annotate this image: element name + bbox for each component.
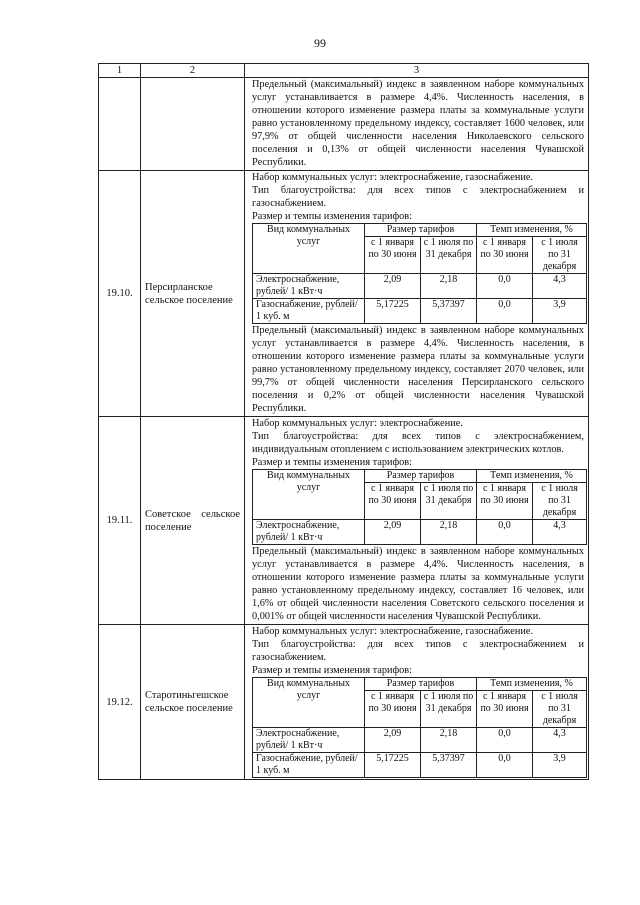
rate-value: 0,0 (477, 728, 533, 753)
tariff-header-row (253, 678, 587, 691)
services-set: Набор коммунальных услуг: электроснабжение. (252, 418, 463, 429)
tariff-table (252, 223, 587, 324)
tariff-service-name: Электроснабжение, рублей/ 1 кВт·ч (253, 274, 365, 299)
tariff-period: с 1 июля по 31 декабря (421, 483, 477, 520)
tariff-value: 2,18 (421, 274, 477, 299)
index-paragraph: Предельный (максимальный) индекс в заявленном наборе коммунальных услуг устанавливается в размере 4,4%. Численность населения, в отношении которого изменение размера платы за коммунальные услуги равно установленному предельному индексу, составляет 16 человек, или 1,6% от общей численности населения Советского сельского поселения и 0,001% от общей численности населения Чувашской Республики. (252, 546, 584, 622)
tariff-table (252, 469, 587, 545)
rate-value: 0,0 (477, 274, 533, 299)
tariff-row (253, 520, 587, 545)
row-number: 19.10. (99, 171, 141, 417)
tariff-value: 5,17225 (365, 753, 421, 778)
rate-value: 0,0 (477, 520, 533, 545)
tariff-value: 2,09 (365, 520, 421, 545)
tariff-header-service: Вид коммунальных услуг (253, 224, 365, 274)
tariff-row (253, 753, 587, 778)
tariff-service-name: Газоснабжение, рублей/ 1 куб. м (253, 753, 365, 778)
tariff-service-name: Электроснабжение, рублей/ 1 кВт·ч (253, 728, 365, 753)
tariff-period: с 1 июля по 31 декабря (533, 691, 587, 728)
settlement-row (99, 417, 589, 625)
rate-value: 3,9 (533, 753, 587, 778)
tariff-header-size: Размер тарифов (365, 470, 477, 483)
column-header-3: 3 (245, 64, 589, 78)
settlement-details (245, 625, 589, 780)
improvement-type: Тип благоустройства: для всех типов с электроснабжением, индивидуальным отоплением с использованием электрических котлов. (252, 431, 584, 455)
rate-value: 4,3 (533, 274, 587, 299)
rate-value: 0,0 (477, 299, 533, 324)
tariff-header-size: Размер тарифов (365, 224, 477, 237)
tariff-value: 2,18 (421, 520, 477, 545)
tariff-period: с 1 января по 30 июня (365, 237, 421, 274)
tariff-period: с 1 июля по 31 декабря (533, 483, 587, 520)
tariff-period: с 1 января по 30 июня (477, 691, 533, 728)
column-header-1: 1 (99, 64, 141, 78)
column-header-2: 2 (141, 64, 245, 78)
rate-value: 0,0 (477, 753, 533, 778)
tariff-row (253, 728, 587, 753)
tariff-header-service: Вид коммунальных услуг (253, 470, 365, 520)
tariff-header-rate: Темп изменения, % (477, 224, 587, 237)
tariff-period: с 1 января по 30 июня (477, 483, 533, 520)
index-paragraph: Предельный (максимальный) индекс в заявленном наборе коммунальных услуг устанавливается в размере 4,4%. Численность населения, в отношении которого изменение размера платы за коммунальные услуги равно установленному предельному индексу, составляет 2070 человек, или 99,7% от общей численности населения Персирланского сельского поселения и 0,2% от общей численности населения Чувашской Республики. (252, 325, 584, 414)
tariff-value: 2,09 (365, 728, 421, 753)
tariff-header-row (253, 470, 587, 483)
tariff-row (253, 299, 587, 324)
rate-value: 4,3 (533, 728, 587, 753)
page-number: 99 (314, 36, 326, 50)
settlements-table (98, 63, 589, 780)
tariff-row (253, 274, 587, 299)
tariff-value: 5,17225 (365, 299, 421, 324)
services-set: Набор коммунальных услуг: электроснабжение, газоснабжение. (252, 626, 534, 637)
row-number: 19.11. (99, 417, 141, 625)
services-set: Набор коммунальных услуг: электроснабжение, газоснабжение. (252, 172, 534, 183)
tariff-period: с 1 июля по 31 декабря (533, 237, 587, 274)
tariff-header-rate: Темп изменения, % (477, 470, 587, 483)
tariff-period: с 1 января по 30 июня (365, 691, 421, 728)
rate-value: 3,9 (533, 299, 587, 324)
settlement-name: Советское сельское поселение (141, 417, 245, 625)
tariff-label: Размер и темпы изменения тарифов: (252, 457, 413, 468)
tariff-period: с 1 января по 30 июня (477, 237, 533, 274)
column-header-row (99, 64, 589, 78)
tariff-table (252, 677, 587, 778)
tariff-period: с 1 июля по 31 декабря (421, 237, 477, 274)
tariff-header-row (253, 224, 587, 237)
tariff-value: 5,37397 (421, 753, 477, 778)
rate-value: 4,3 (533, 520, 587, 545)
row-number: 19.12. (99, 625, 141, 780)
continued-paragraph: Предельный (максимальный) индекс в заявленном наборе коммунальных услуг устанавливается в размере 4,4%. Численность населения, в отношении которого изменение размера платы за коммунальные услуги равно установленному предельному индексу, составляет 1600 человек, или 97,9% от общей численности населения Николаевского сельского поселения и 0,13% от общей численности населения Чувашской Республики. (252, 79, 584, 168)
tariff-value: 5,37397 (421, 299, 477, 324)
settlement-details (245, 171, 589, 417)
tariff-period: с 1 января по 30 июня (365, 483, 421, 520)
tariff-service-name: Газоснабжение, рублей/ 1 куб. м (253, 299, 365, 324)
settlement-details (245, 417, 589, 625)
settlement-name: Старотиньгешское сельское поселение (141, 625, 245, 780)
tariff-label: Размер и темпы изменения тарифов: (252, 665, 413, 676)
continued-row (99, 78, 589, 171)
tariff-header-service: Вид коммунальных услуг (253, 678, 365, 728)
settlement-row (99, 625, 589, 780)
tariff-header-size: Размер тарифов (365, 678, 477, 691)
settlement-name: Персирланское сельское поселение (141, 171, 245, 417)
tariff-label: Размер и темпы изменения тарифов: (252, 211, 413, 222)
tariff-period: с 1 июля по 31 декабря (421, 691, 477, 728)
tariff-service-name: Электроснабжение, рублей/ 1 кВт·ч (253, 520, 365, 545)
tariff-value: 2,09 (365, 274, 421, 299)
settlement-row (99, 171, 589, 417)
tariff-value: 2,18 (421, 728, 477, 753)
tariff-header-rate: Темп изменения, % (477, 678, 587, 691)
improvement-type: Тип благоустройства: для всех типов с электроснабжением и газоснабжением. (252, 185, 584, 209)
improvement-type: Тип благоустройства: для всех типов с электроснабжением и газоснабжением. (252, 639, 584, 663)
